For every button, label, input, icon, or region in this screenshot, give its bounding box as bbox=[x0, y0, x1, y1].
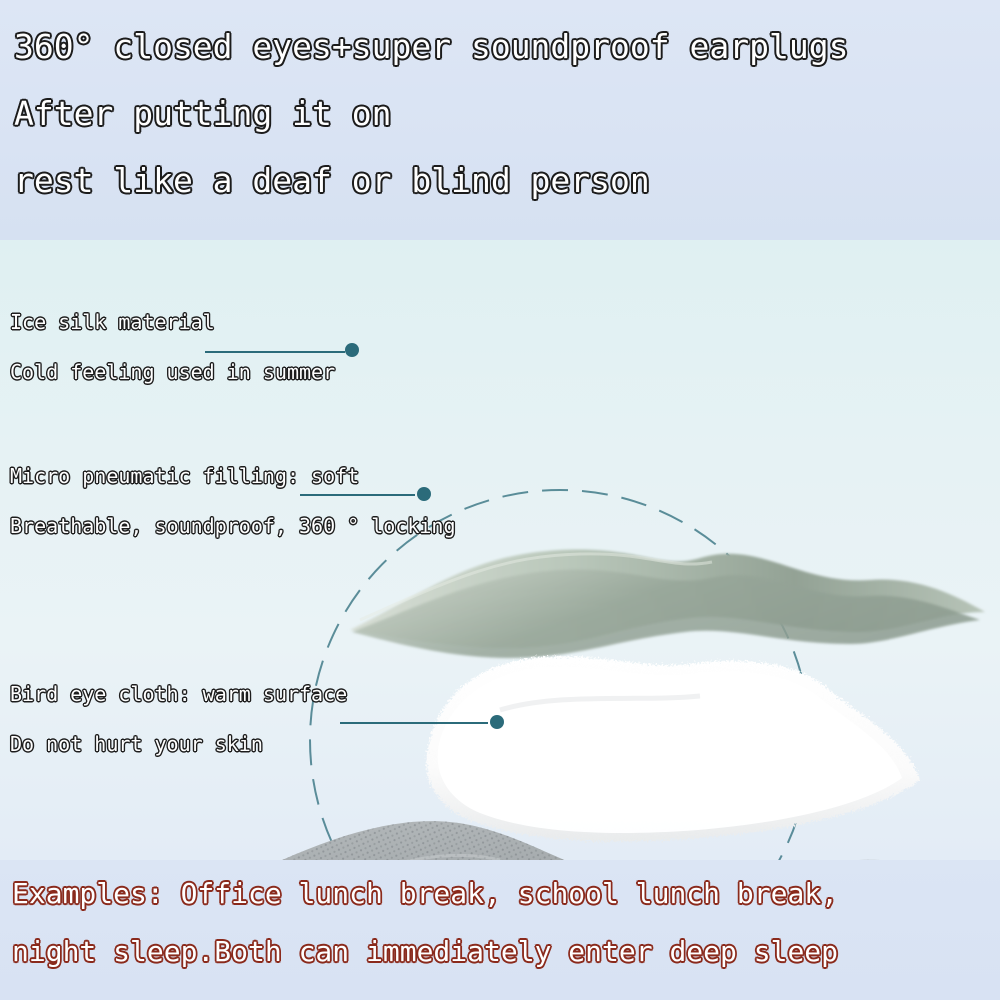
callout-3-line-2: Do not hurt your skin bbox=[10, 732, 263, 756]
pneumatic-filling-layer bbox=[426, 656, 920, 841]
header-line-2: After putting it on bbox=[14, 94, 392, 133]
callout-2-line-2: Breathable, soundproof, 360 ° locking bbox=[10, 514, 456, 538]
header-band bbox=[0, 0, 1000, 240]
material-layers-diagram bbox=[0, 240, 1000, 860]
callout-dot-2 bbox=[417, 487, 431, 501]
callout-3-line-1: Bird eye cloth: warm surface bbox=[10, 682, 348, 706]
footer-line-1: Examples: Office lunch break, school lunch break, bbox=[12, 877, 839, 910]
callout-dot-1 bbox=[345, 343, 359, 357]
callout-2-line-1: Micro pneumatic filling: soft bbox=[10, 464, 360, 488]
callout-1-line-2: Cold feeling used in summer bbox=[10, 360, 336, 384]
header-line-3: rest like a deaf or blind person bbox=[14, 161, 650, 200]
ice-silk-layer bbox=[350, 550, 985, 658]
header-line-1: 360° closed eyes+super soundproof earplugs bbox=[14, 27, 849, 66]
footer-band bbox=[0, 860, 1000, 1000]
callout-dot-3 bbox=[490, 715, 504, 729]
callout-1-line-1: Ice silk material bbox=[10, 310, 215, 334]
footer-line-2: night sleep.Both can immediately enter deep sleep bbox=[12, 935, 839, 968]
